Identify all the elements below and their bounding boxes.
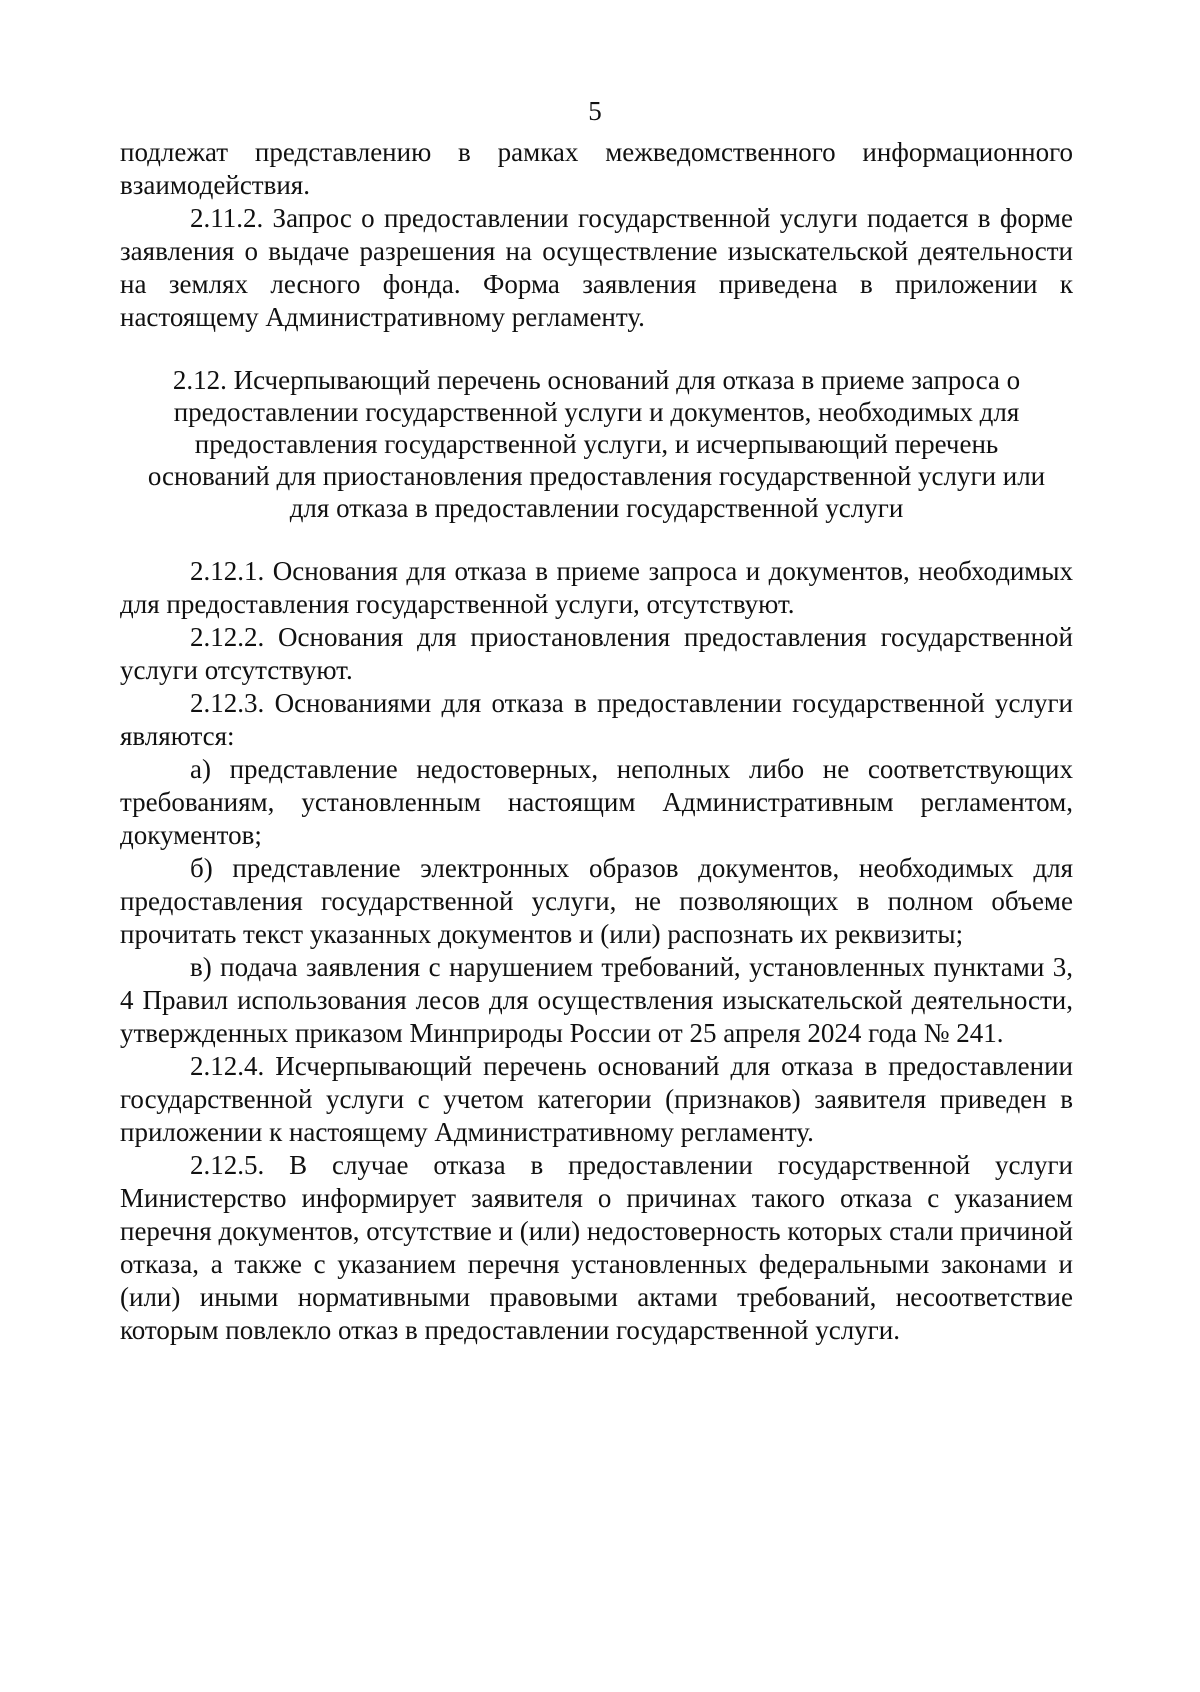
paragraph-2-12-3: 2.12.3. Основаниями для отказа в предоставлении государственной услуги являются: (120, 688, 1073, 751)
paragraph-2-12-5: 2.12.5. В случае отказа в предоставлении государственной услуги Министерство информирует заявителя о причинах такого отказа с указанием перечня документов, отсутствие и (или) недостоверность которых стали причиной отказа, а также с указанием перечня установленных федеральными законами и (или) иными нормативными правовыми актами требований, несоответствие которым повлекло отказ в предоставлении государственной услуги. (120, 1150, 1073, 1345)
list-item-a: а) представление недостоверных, неполных либо не соответствующих требованиям, установленным настоящим Административным регламентом, документов; (120, 754, 1073, 850)
paragraph-2-12-4: 2.12.4. Исчерпывающий перечень оснований для отказа в предоставлении государственной услуги с учетом категории (признаков) заявителя приведен в приложении к настоящему Административному регламенту. (120, 1051, 1073, 1147)
list-item-v: в) подача заявления с нарушением требований, установленных пунктами 3, 4 Правил использования лесов для осуществления изыскательской деятельности, утвержденных приказом Минприроды России от 25 апреля 2024 года № 241. (120, 952, 1073, 1048)
section-heading-2-12: 2.12. Исчерпывающий перечень оснований для отказа в приеме запроса о предоставлении государственной услуги и документов, необходимых для предоставления государственной услуги, и исчерпывающий перечень оснований для приостановления предоставления государственной услуги или для отказа в предоставлении государственной услуги (147, 365, 1046, 523)
document-body (120, 136, 1073, 1347)
list-item-b: б) представление электронных образов документов, необходимых для предоставления государственной услуги, не позволяющих в полном объеме прочитать текст указанных документов и (или) распознать их реквизиты; (120, 853, 1073, 949)
paragraph-2-12-1: 2.12.1. Основания для отказа в приеме запроса и документов, необходимых для предоставления государственной услуги, отсутствуют. (120, 556, 1073, 619)
paragraph-2-11-2: 2.11.2. Запрос о предоставлении государственной услуги подается в форме заявления о выдаче разрешения на осуществление изыскательской деятельности на землях лесного фонда. Форма заявления приведена в приложении к настоящему Административному регламенту. (120, 203, 1073, 332)
paragraph-continuation: подлежат представлению в рамках межведомственного информационного взаимодействия. (120, 137, 1073, 200)
page-number: 5 (588, 96, 602, 126)
paragraph-2-12-2: 2.12.2. Основания для приостановления предоставления государственной услуги отсутствуют. (120, 622, 1073, 685)
